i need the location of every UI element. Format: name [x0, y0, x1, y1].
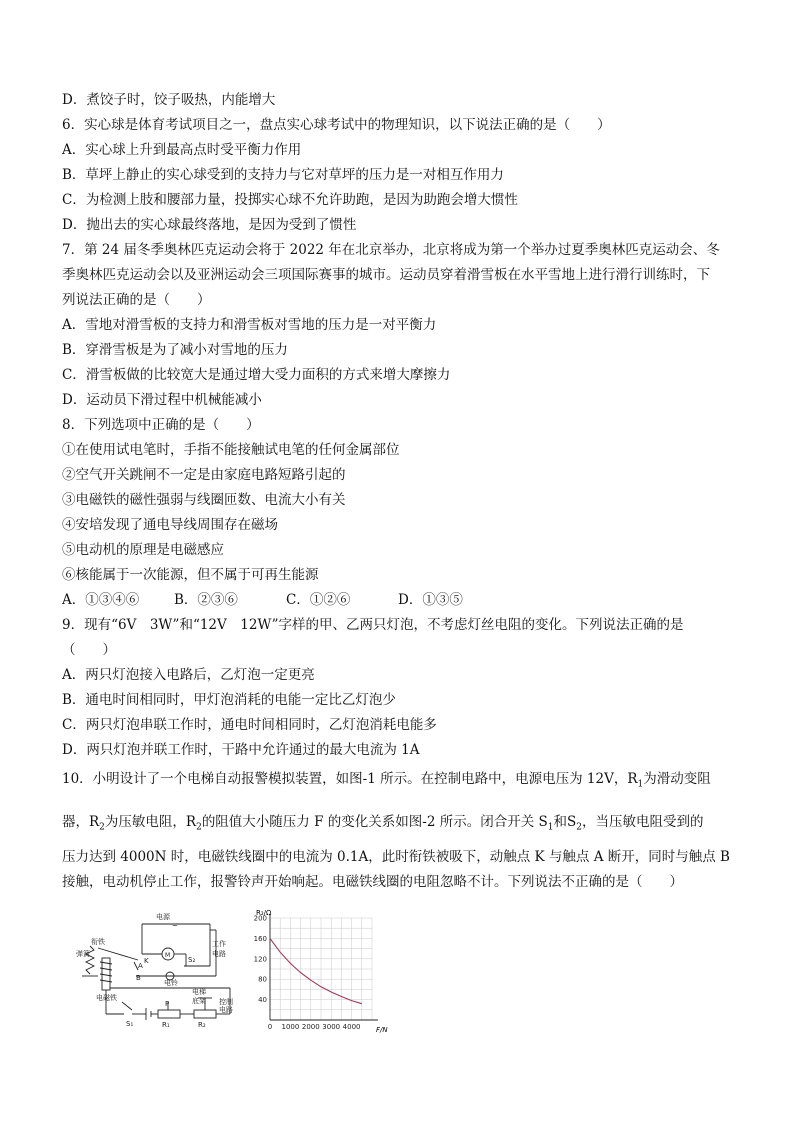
option-d-q5: D．煮饺子时，饺子吸热，内能增大 — [62, 92, 276, 108]
question-10-line4: 接触，电动机停止工作，报警铃声开始响起。电磁铁线圈的电阻忽略不计。下列说法不正确的是（ ） — [62, 874, 683, 890]
label-elevator-2: 底架 — [192, 997, 206, 1005]
y-tick-label: 200 — [253, 914, 267, 923]
y-tick-label: 40 — [258, 996, 267, 1005]
x-tick-label: 1000 — [281, 1023, 300, 1031]
x-tick-label: 3000 — [322, 1023, 341, 1031]
label-k: K — [144, 957, 149, 965]
question-7-line2: 季奥林匹克运动会以及亚洲运动会三项国际赛事的城市。运动员穿着滑雪板在水平雪地上进行滑行训练时，下 — [62, 267, 710, 283]
label-motor: M — [165, 952, 171, 959]
label-control-1: 控制 — [219, 998, 233, 1006]
q7-option-b: B．穿滑雪板是为了减小对雪地的压力 — [62, 342, 288, 358]
question-8: 8．下列选项中正确的是（ ） — [62, 417, 260, 433]
q8-option-d: D．①③⑤ — [398, 592, 463, 608]
q9-option-b: B．通电时间相同时，甲灯泡消耗的电能一定比乙灯泡少 — [62, 692, 396, 708]
label-power: 电源 — [156, 913, 170, 921]
question-10-line1: 10．小明设计了一个电梯自动报警模拟装置，如图-1 所示。在控制电路中，电源电压为 12V，$R_1$为滑动变阻 — [62, 771, 711, 790]
resistance-force-graph — [248, 908, 398, 1034]
q8-option-c: C．①②⑥ — [286, 592, 351, 608]
y-tick-label: 120 — [253, 955, 267, 964]
question-7-line1: 7．第 24 届冬季奥林匹克运动会将于 2022 年在北京举办，北京将成为第一个举办过夏季奥林匹克运动会、冬 — [62, 242, 720, 258]
q8-options — [62, 591, 463, 609]
label-a: A — [138, 962, 143, 970]
q9-option-d: D．两只灯泡并联工作时，干路中允许通过的最大电流为 1A — [62, 742, 420, 758]
q6-option-a: A．实心球上升到最高点时受平衡力作用 — [62, 142, 302, 158]
q7-option-c: C．滑雪板做的比较宽大是通过增大受力面积的方式来增大摩擦力 — [62, 367, 451, 383]
label-s1: S₁ — [126, 1020, 134, 1028]
x-tick-label: 2000 — [301, 1023, 320, 1031]
label-r2: R₂ — [198, 1021, 206, 1029]
q8-statement-5: ⑤电动机的原理是电磁感应 — [62, 542, 224, 558]
q6-option-b: B．草坪上静止的实心球受到的支持力与它对草坪的压力是一对相互作用力 — [62, 167, 504, 183]
question-7-line3: 列说法正确的是（ ） — [62, 292, 211, 308]
r2-curve — [270, 938, 362, 1003]
question-10-line3: 压力达到 4000N 时，电磁铁线圈中的电流为 0.1A，此时衔铁被吸下，动触点 K 与触点 A 断开，同时与触点 B — [62, 849, 730, 865]
q9-option-a: A．两只灯泡接入电路后，乙灯泡一定更亮 — [62, 667, 315, 683]
y-tick-label: 160 — [253, 934, 267, 943]
q8-statement-6: ⑥核能属于一次能源，但不属于可再生能源 — [62, 567, 319, 583]
label-armature: 衔铁 — [91, 938, 105, 946]
q6-option-d: D．抛出去的实心球最终落地，是因为受到了惯性 — [62, 217, 357, 233]
label-p: P — [165, 1000, 170, 1008]
q8-statement-4: ④安培发现了通电导线周围存在磁场 — [62, 517, 278, 533]
label-electromagnet: 电磁铁 — [96, 994, 117, 1002]
label-elevator-1: 电梯 — [192, 988, 206, 996]
question-10-line2: 器，$R_2$为压敏电阻，$R_2$的阻值大小随压力 F 的变化关系如图-2 所示。闭合开关 $S_1$和$S_2$，当压敏电阻受到的 — [62, 814, 704, 833]
q9-option-c: C．两只灯泡串联工作时，通电时间相同时，乙灯泡消耗电能多 — [62, 717, 437, 733]
x-tick-label: 4000 — [342, 1023, 361, 1031]
q8-option-a: A．①③④⑥ — [62, 592, 140, 608]
q6-option-c: C．为检测上肢和腰部力量，投掷实心球不允许助跑，是因为助跑会增大惯性 — [62, 192, 518, 208]
q8-statement-2: ②空气开关跳闸不一定是由家庭电路短路引起的 — [62, 467, 346, 483]
label-control-2: 电路 — [219, 1006, 233, 1014]
label-work-2: 电路 — [212, 950, 226, 958]
q8-option-b: B．②③⑥ — [174, 592, 238, 608]
circuit-diagram — [76, 910, 238, 1032]
y-axis-label: R₂/Ω — [256, 909, 272, 917]
label-ac: ~ — [172, 922, 178, 930]
x-axis-label: F/N — [376, 1026, 388, 1034]
q8-statement-1: ①在使用试电笔时，手指不能接触试电笔的任何金属部位 — [62, 442, 400, 458]
q7-option-a: A．雪地对滑雪板的支持力和滑雪板对雪地的压力是一对平衡力 — [62, 317, 437, 333]
label-r1: R₁ — [162, 1021, 170, 1029]
label-bell: 电铃 — [164, 979, 178, 987]
x-tick-label: 0 — [267, 1023, 273, 1031]
y-tick-label: 80 — [258, 975, 267, 984]
q7-option-d: D．运动员下滑过程中机械能减小 — [62, 392, 262, 408]
label-spring: 弹簧 — [76, 950, 90, 958]
question-6: 6．实心球是体育考试项目之一，盘点实心球考试中的物理知识，以下说法正确的是（ ） — [62, 117, 611, 133]
label-b: B — [136, 974, 141, 982]
q8-statement-3: ③电磁铁的磁性强弱与线圈匝数、电流大小有关 — [62, 492, 346, 508]
label-s2: S₂ — [188, 956, 196, 964]
question-9-line2: （ ） — [62, 642, 116, 658]
question-9-line1: 9．现有“6V 3W”和“12V 12W”字样的甲、乙两只灯泡，不考虑灯丝电阻的变化。下列说法正确的是 — [62, 617, 684, 633]
label-work-1: 工作 — [212, 940, 226, 948]
